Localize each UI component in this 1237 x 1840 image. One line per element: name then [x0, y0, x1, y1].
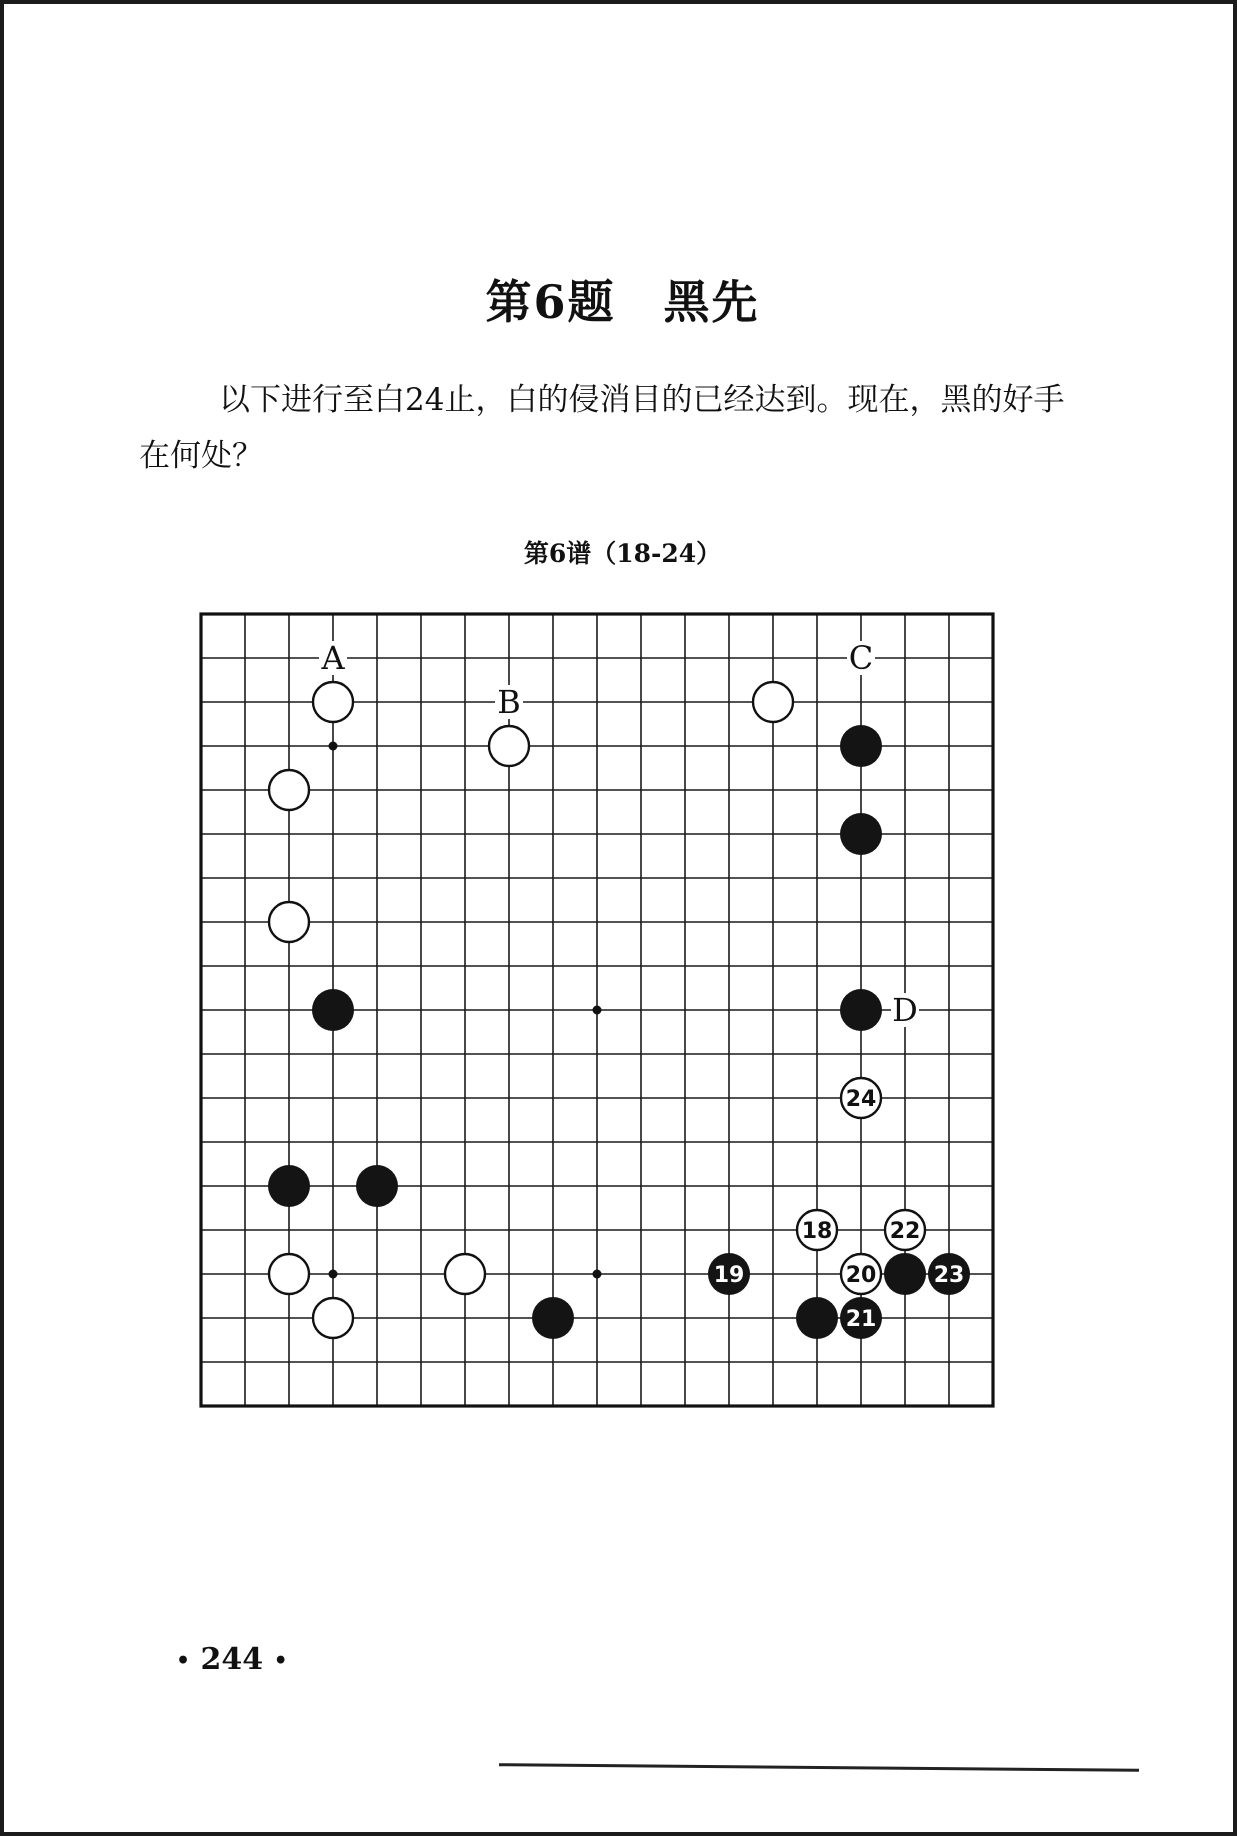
white-stone-24 [841, 1078, 881, 1118]
stone-number: 19 [713, 1263, 745, 1288]
stone-number: 22 [889, 1219, 921, 1244]
stone-disc [313, 1298, 353, 1338]
stone-disc [840, 813, 882, 855]
star-point [329, 742, 338, 751]
mark-D: D [892, 991, 918, 1029]
black-stone [884, 1253, 926, 1295]
black-stone [312, 989, 354, 1031]
diagram-caption: 第6谱（18-24） [523, 539, 722, 568]
stone-number: 18 [801, 1219, 833, 1244]
stone-disc [313, 682, 353, 722]
black-stone-23 [928, 1253, 970, 1295]
white-stone [269, 770, 309, 810]
star-point [329, 1270, 338, 1279]
go-board [4, 4, 1237, 1840]
stone-disc [312, 989, 354, 1031]
stone-disc [753, 682, 793, 722]
white-stone [445, 1254, 485, 1294]
stone-disc [269, 1254, 309, 1294]
white-stone-18 [797, 1210, 837, 1250]
black-stone-19 [708, 1253, 750, 1295]
stone-disc [268, 1165, 310, 1207]
black-stone [532, 1297, 574, 1339]
black-stone [356, 1165, 398, 1207]
stone-disc [884, 1253, 926, 1295]
black-stone [840, 989, 882, 1031]
white-stone-20 [841, 1254, 881, 1294]
white-stone [313, 1298, 353, 1338]
stone-disc [269, 770, 309, 810]
stone-disc [489, 726, 529, 766]
black-stone [840, 725, 882, 767]
mark-C: C [848, 639, 874, 677]
white-stone [269, 1254, 309, 1294]
stone-disc [445, 1254, 485, 1294]
white-stone [489, 726, 529, 766]
white-stone [269, 902, 309, 942]
black-stone [840, 813, 882, 855]
mark-A: A [321, 639, 345, 677]
black-stone [796, 1297, 838, 1339]
stone-disc [796, 1297, 838, 1339]
stone-disc [840, 989, 882, 1031]
stone-number: 21 [845, 1307, 877, 1332]
black-stone [268, 1165, 310, 1207]
page-number-value: 244 [200, 1642, 264, 1677]
star-point [593, 1270, 602, 1279]
mark-B: B [497, 683, 521, 721]
stone-disc [532, 1297, 574, 1339]
black-stone-21 [840, 1297, 882, 1339]
stone-disc [840, 725, 882, 767]
star-point [593, 1006, 602, 1015]
white-stone [313, 682, 353, 722]
stone-disc [269, 902, 309, 942]
stone-number: 20 [845, 1263, 877, 1288]
stone-number: 24 [845, 1087, 877, 1112]
stone-number: 23 [933, 1263, 965, 1288]
problem-text: 以下进行至白24止，白的侵消目的已经达到。现在，黑的好手在何处？ [139, 382, 1065, 474]
white-stone [753, 682, 793, 722]
stone-disc [356, 1165, 398, 1207]
white-stone-22 [885, 1210, 925, 1250]
problem-title: 第6题 黑先 [485, 275, 760, 329]
page-number: • 244 • [176, 1642, 288, 1677]
